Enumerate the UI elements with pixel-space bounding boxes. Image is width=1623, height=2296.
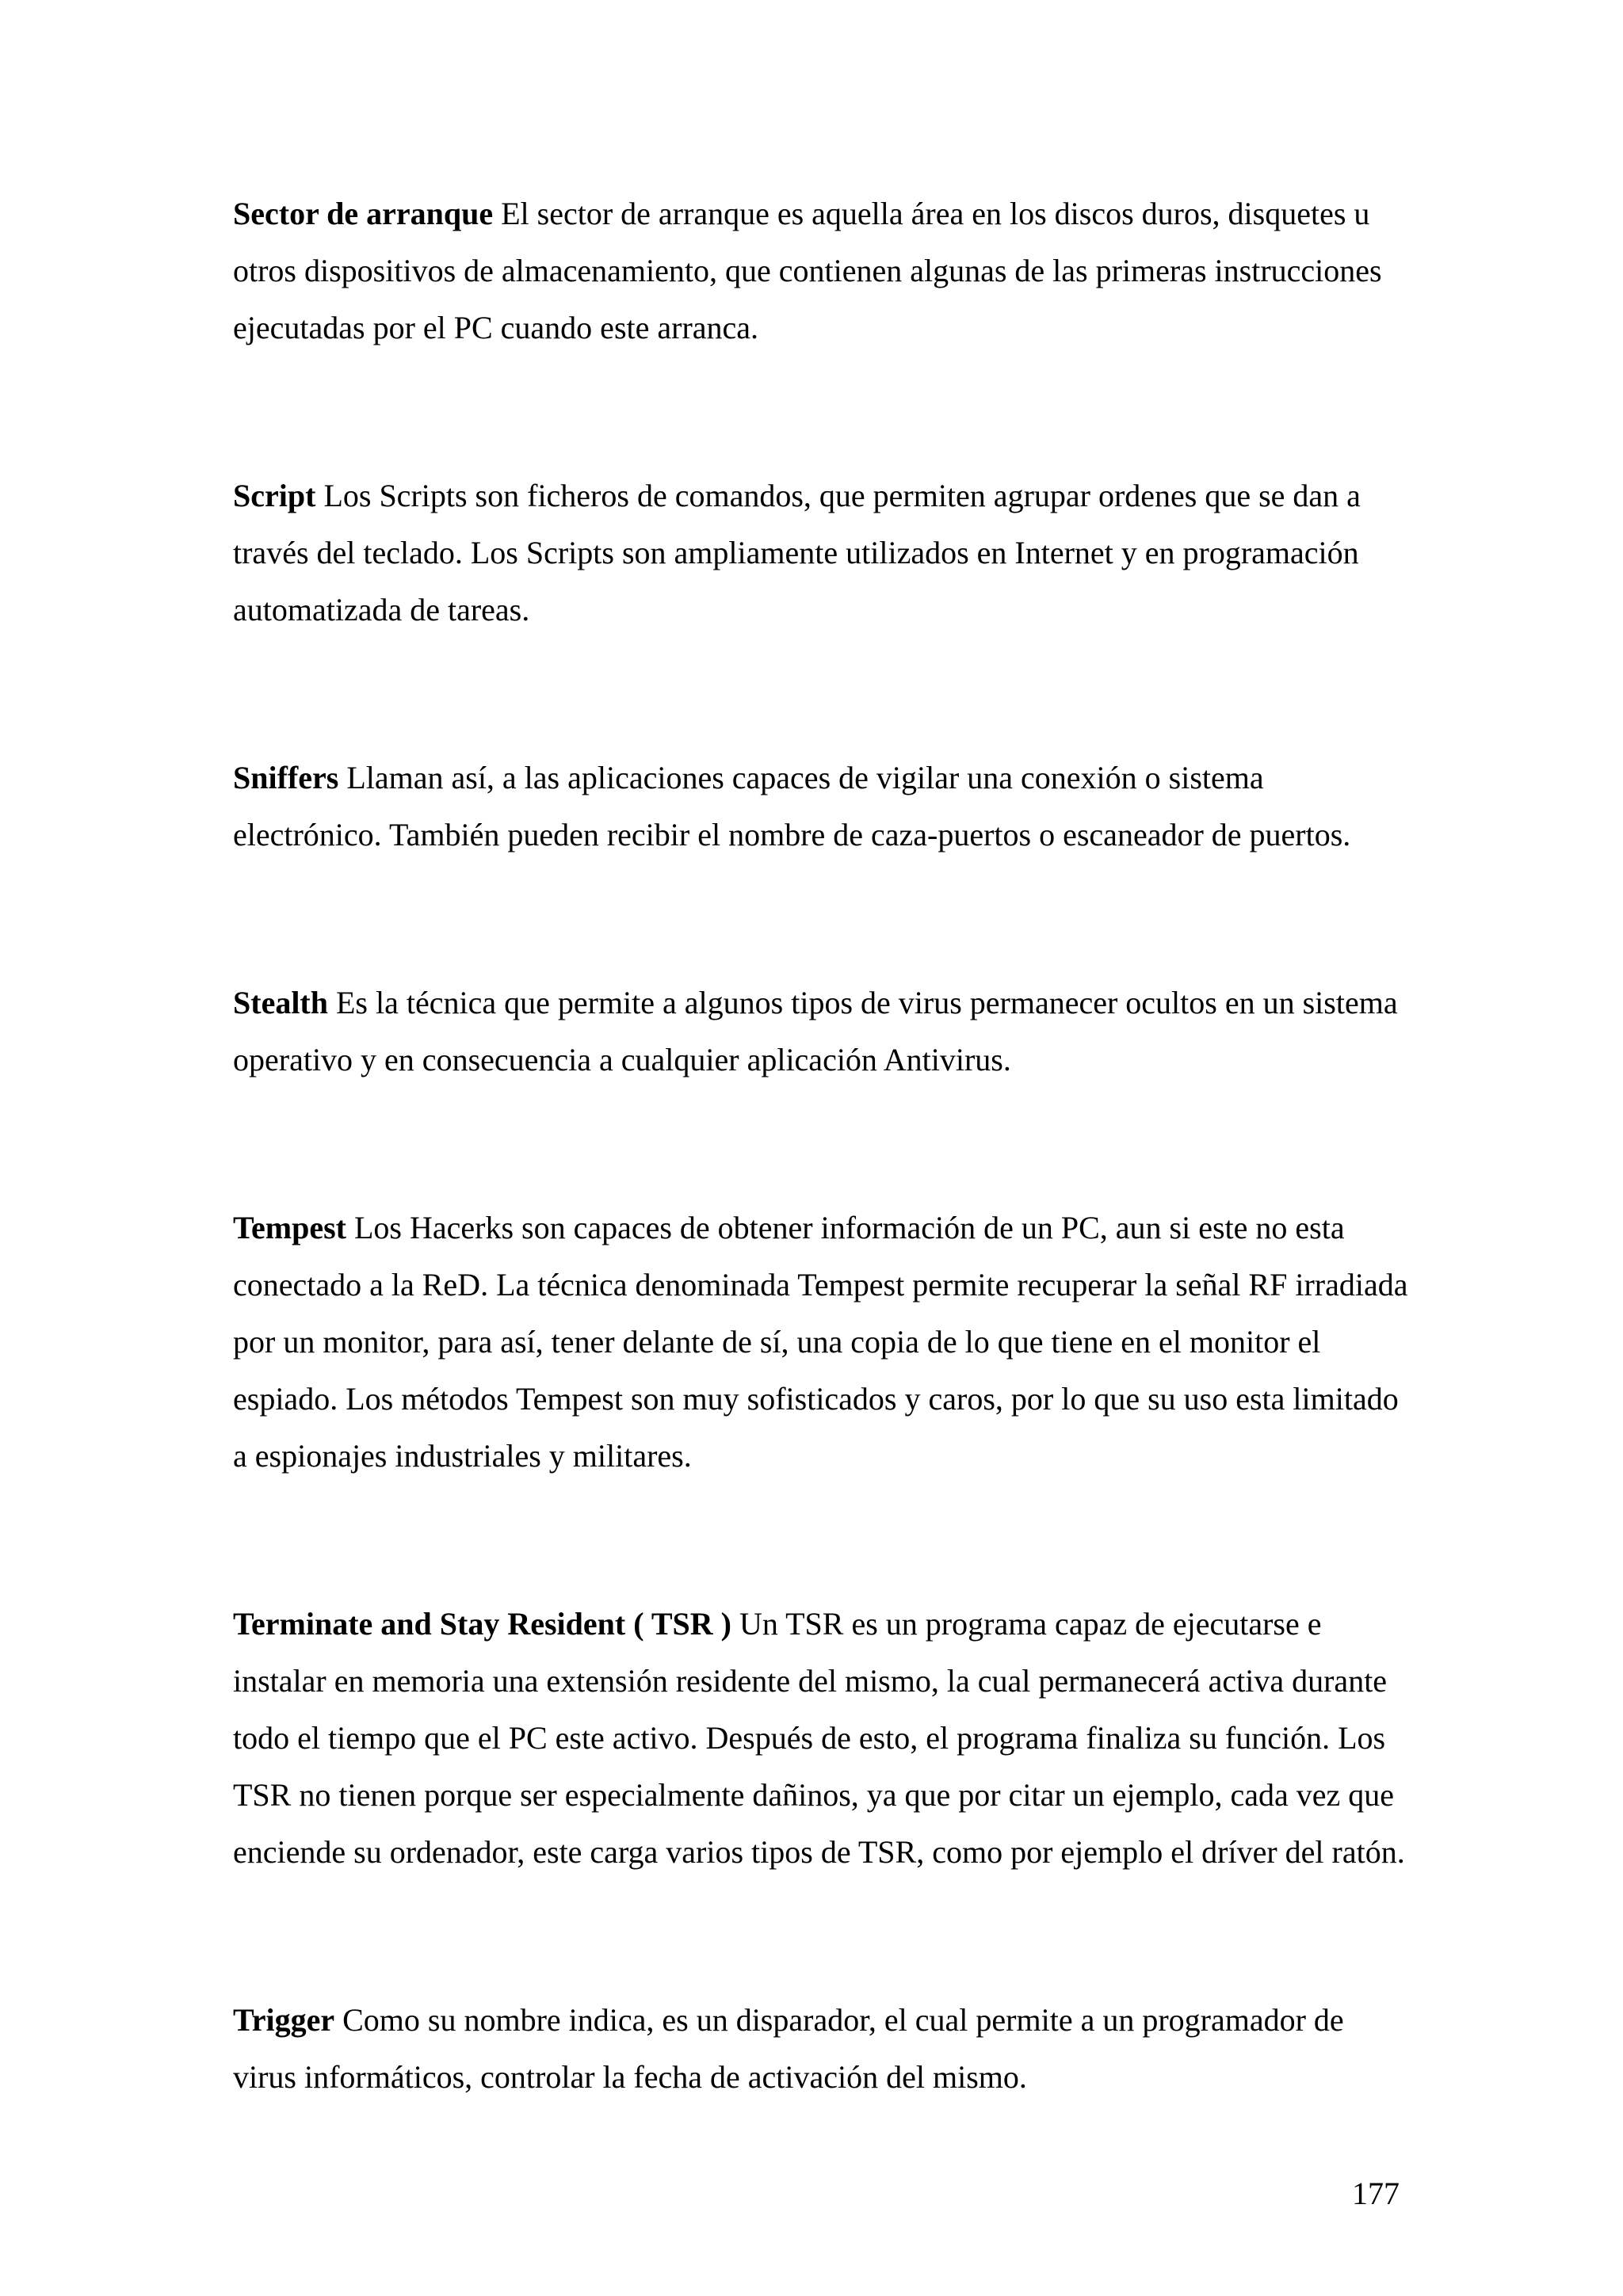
- glossary-definition: Llaman así, a las aplicaciones capaces de vigilar una conexión o sistema electrónico. También pueden recibir el nombre de caza-puertos o escaneador de puertos.: [233, 760, 1351, 852]
- glossary-entry-stealth: [233, 974, 1414, 1089]
- glossary-entry-trigger: [233, 1992, 1414, 2106]
- glossary-term: Tempest: [233, 1210, 346, 1245]
- glossary-definition: Es la técnica que permite a algunos tipos de virus permanecer ocultos en un sistema operativo y en consecuencia a cualquier aplicación Antivirus.: [233, 985, 1398, 1077]
- glossary-term: Trigger: [233, 2002, 335, 2038]
- glossary-definition: Los Scripts son ficheros de comandos, que permiten agrupar ordenes que se dan a través del teclado. Los Scripts son ampliamente utilizados en Internet y en programación automatizada de tareas.: [233, 478, 1361, 627]
- glossary-entry-tempest: [233, 1199, 1414, 1485]
- glossary-term: Sector de arranque: [233, 196, 494, 231]
- glossary-definition: El sector de arranque es aquella área en los discos duros, disquetes u otros dispositivos de almacenamiento, que contienen algunas de las primeras instrucciones ejecutadas por el PC cuando este arranca.: [233, 196, 1382, 345]
- glossary-definition: Un TSR es un programa capaz de ejecutarse e instalar en memoria una extensión residente del mismo, la cual permanecerá activa durante todo el tiempo que el PC este activo. Después de esto, el programa finaliza su función. Los TSR no tienen porque ser especialmente dañinos, ya que por citar un ejemplo, cada vez que enciende su ordenador, este carga varios tipos de TSR, como por ejemplo el dríver del ratón.: [233, 1606, 1405, 1870]
- glossary-term: Terminate and Stay Resident ( TSR ): [233, 1606, 731, 1642]
- glossary-entry-tsr: [233, 1596, 1414, 1881]
- glossary-definition: Los Hacerks son capaces de obtener información de un PC, aun si este no esta conectado a la ReD. La técnica denominada Tempest permite recuperar la señal RF irradiada por un monitor, para así, tener delante de sí, una copia de lo que tiene en el monitor el espiado. Los métodos Tempest son muy sofisticados y caros, por lo que su uso esta limitado a espionajes industriales y militares.: [233, 1210, 1408, 1474]
- page-number: 177: [1352, 2176, 1400, 2211]
- glossary-term: Sniffers: [233, 760, 339, 795]
- glossary-definition: Como su nombre indica, es un disparador, el cual permite a un programador de virus informáticos, controlar la fecha de activación del mismo.: [233, 2002, 1344, 2095]
- glossary-term: Script: [233, 478, 316, 513]
- glossary-content: [233, 185, 1414, 2217]
- glossary-entry-sniffers: [233, 749, 1414, 864]
- glossary-entry-sector-de-arranque: [233, 185, 1414, 357]
- glossary-entry-script: [233, 467, 1414, 639]
- glossary-term: Stealth: [233, 985, 328, 1020]
